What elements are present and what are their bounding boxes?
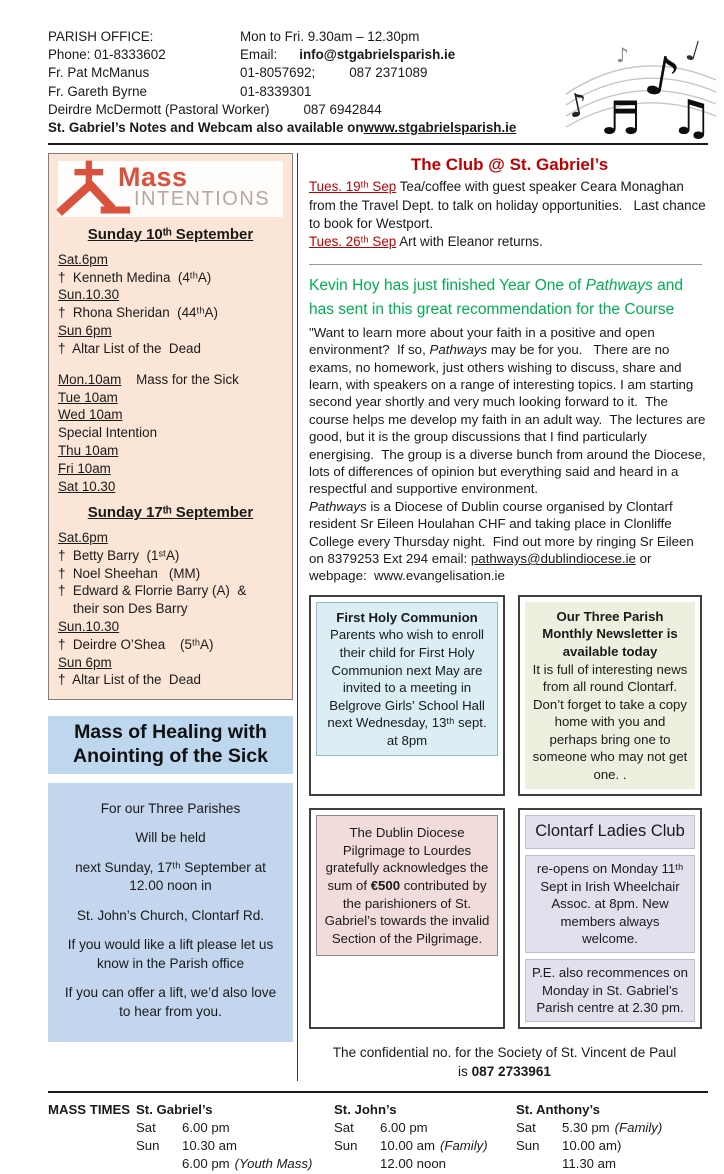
- email-label: Email:: [240, 47, 278, 63]
- club-date: Tues. 26ᵗʰ Sep: [309, 234, 397, 250]
- intention-line: Sat.6pm: [58, 251, 108, 267]
- intention-line: Fri 10am: [58, 460, 111, 476]
- parish-office-label: PARISH OFFICE:: [48, 29, 154, 44]
- mass-time-row: Sat 6.00 pm: [136, 1119, 230, 1135]
- music-note-icon: ♪: [563, 84, 592, 126]
- ladies-club-title: Clontarf Ladies Club: [525, 815, 695, 849]
- section-heading-sunday-10-september: Sunday 10ᵗʰ September: [87, 226, 254, 244]
- healing-mass-title: Mass of Healing with Anointing of the Sick: [48, 716, 293, 774]
- evangelisation-url: or webpage: www.evangelisation.ie: [309, 551, 656, 584]
- mass-time-row: Sat 6.00 pm: [334, 1119, 428, 1135]
- pastoral-row: [48, 101, 560, 119]
- music-note-icon: ♪: [616, 43, 629, 67]
- mass-time-row: Sat 5.30 pm (Family): [516, 1119, 663, 1135]
- first-holy-communion-box: [309, 595, 505, 796]
- priest2-name: Fr. Gareth Byrne: [48, 83, 147, 99]
- phone-email-row: [48, 46, 560, 64]
- pastoral-phone: 087 6942844: [303, 101, 382, 117]
- mass-time-row: Sun 10.30 am: [136, 1138, 237, 1154]
- church-column-st-gabriels: [136, 1101, 334, 1174]
- healing-paragraph: Will be held: [135, 830, 206, 846]
- church-name: St. Gabriel’s: [136, 1101, 213, 1117]
- pilgrimage-box: The Dublin Diocese Pilgrimage to Lourdes gratefully acknowledges the sum of €500 contributed by the parishioners of St. Gabriel’s towards the invalid Section of the Pilgrimage.: [309, 808, 505, 1028]
- healing-paragraph: next Sunday, 17ᵗʰ September at 12.00 noon in: [75, 859, 266, 894]
- priest1-phone: 01-8057692;: [240, 65, 316, 81]
- mass-intentions-box: [48, 153, 293, 700]
- svp-phone-number: 087 2733961: [471, 1063, 551, 1079]
- notice-boxes-grid: [309, 595, 702, 1029]
- ladies-club-paragraph-1: re-opens on Monday 11ᵗʰ Sept in Irish Wheelchair Assoc. at 8pm. New members always welcome.: [525, 855, 695, 953]
- intention-line: Wed 10am: [58, 407, 123, 423]
- intention-line: Sat 10.30: [58, 478, 116, 494]
- left-column: [48, 153, 293, 1080]
- intention-line: Thu 10am: [58, 442, 119, 458]
- mass-time-row: Sun 10.00 am (Family): [334, 1138, 488, 1154]
- mass-time-row: 11.30 am: [562, 1156, 617, 1172]
- logo-word-mass: Mass: [118, 162, 188, 193]
- music-staff-icon: [563, 18, 716, 146]
- parish-office-row: [48, 28, 560, 46]
- logo-word-intentions: INTENTIONS: [134, 188, 271, 211]
- webcam-note-row: [48, 119, 560, 137]
- intention-line: † Altar List of the Dead: [58, 672, 201, 688]
- healing-paragraph: St. John’s Church, Clontarf Rd.: [76, 907, 265, 923]
- newsletter-body: It is full of interesting news from all round Clontarf. Don’t forget to take a copy home with you and perhaps bring one to someone who may not get one. .: [532, 661, 688, 782]
- intention-line: † Betty Barry (1ˢᵗA): [58, 547, 180, 563]
- ladies-club-paragraph-2: P.E. also recommences on Monday in St. Gabriel’s Parish centre at 2.30 pm.: [525, 959, 695, 1022]
- priest1-row: [48, 64, 560, 82]
- intention-line: Sun 6pm: [58, 323, 112, 339]
- pilgrimage-text: The Dublin Diocese Pilgrimage to Lourdes gratefully acknowledges the sum of: [325, 825, 489, 893]
- priest2-row: [48, 83, 560, 101]
- music-notes-decoration: [563, 18, 716, 146]
- priest1-mobile: 087 2371089: [349, 65, 428, 81]
- svp-confidential-note: The confidential no. for the Society of St. Vincent de Paul is 087 2733961: [332, 1044, 677, 1079]
- church-name: St. Anthony’s: [516, 1101, 601, 1117]
- music-note-icon: ♪: [639, 42, 685, 111]
- website-link[interactable]: www.stgabrielsparish.ie: [363, 120, 517, 136]
- intention-line: † Altar List of the Dead: [58, 340, 201, 356]
- first-holy-communion-title: First Holy Communion: [336, 609, 478, 625]
- mass-time-row: Sun 10.00 am): [516, 1138, 622, 1154]
- intention-line: † Noel Sheehan (MM): [58, 565, 201, 581]
- intention-line: Tue 10am: [58, 389, 118, 405]
- intention-line: † Rhona Sheridan (44ᵗʰA): [58, 305, 218, 321]
- pathways-body-paragraph-1: "Want to learn more about your faith in a positive and open environment? If so, Pathways may be for you. There are no exams, no homework, just others wishing to discuss, share and learn, with speakers on a range of interesting topics. I am starting second year shortly and very much looking forward to it. The course helps me develop my faith in an adult way. The lectures are good, but it is the group discussions that I find particularly energising. The group is a diverse bunch from around the Diocese, lots of differences of opinion but everything said and heard in a respectful and supportive environment.: [309, 324, 710, 497]
- email-link[interactable]: info@stgabrielsparish.ie: [299, 47, 456, 63]
- priest2-phone: 01-8339301: [240, 83, 312, 99]
- healing-paragraph: If you can offer a lift, we’d also love to hear from you.: [64, 985, 277, 1019]
- priest1-name: Fr. Pat McManus: [48, 65, 150, 81]
- healing-paragraph: If you would like a lift please let us know in the Parish office: [67, 937, 274, 971]
- intention-line: Sun.10.30: [58, 619, 120, 634]
- healing-mass-body: [48, 783, 293, 1042]
- club-item-1: Tues. 19ᵗʰ Sep Tea/coffee with guest speaker Ceara Monaghan from the Travel Dept. to talk on holiday opportunities. Last chance to book for Westport.: [309, 179, 710, 231]
- right-column: [297, 153, 710, 1080]
- office-hours: Mon to Fri. 9.30am – 12.30pm: [240, 29, 420, 44]
- mass-times-label: MASS TIMES: [48, 1101, 131, 1117]
- club-item-2: Tues. 26ᵗʰ Sep Art with Eleanor returns.: [309, 234, 543, 250]
- club-date: Tues. 19ᵗʰ Sep: [309, 179, 397, 195]
- pathways-email-link[interactable]: pathways@dublindiocese.ie: [470, 551, 636, 567]
- intention-line: Sun 6pm: [58, 654, 112, 670]
- music-note-icon: ♫: [670, 90, 714, 146]
- intention-line: † Edward & Florrie Barry (A) &: [58, 583, 247, 599]
- first-holy-communion-body: Parents who wish to enroll their child for First Holy Communion next May are invited to a meeting in Belgrove Girls’ School Hall next Wednesday, 13ᵗʰ sept. at 8pm: [327, 627, 487, 748]
- pathways-heading: Kevin Hoy has just finished Year One of Pathways and has sent in this great recommendation for the Course: [309, 277, 683, 318]
- intention-line: Sat.6pm: [58, 529, 108, 545]
- newsletter-box: [518, 595, 702, 796]
- ladies-club-box: [518, 808, 702, 1028]
- intention-line: Special Intention: [58, 425, 158, 441]
- music-note-icon: ♩: [682, 33, 704, 69]
- section-heading-sunday-17-september: Sunday 17ᵗʰ September: [87, 504, 254, 522]
- church-column-st-anthonys: [516, 1101, 710, 1174]
- pathways-body-paragraph-2: Pathways is a Diocese of Dublin course organised by Clontarf resident Sr Eileen Houlahan CHF and taking place in Clonliffe College every Thursday night. Find out more by ringing Sr Eileen on 8379253 Ext 294 email: pathways@dublindiocese.ie or webpage: www.evangelisation.ie: [309, 498, 698, 584]
- intention-line: Mon.10am Mass for the Sick: [58, 371, 239, 387]
- church-name: St. John’s: [334, 1101, 397, 1117]
- intention-line: † Kenneth Medina (4ᵗʰA): [58, 269, 212, 285]
- mass-intentions-logo: [58, 161, 283, 217]
- club-heading: The Club @ St. Gabriel’s: [410, 155, 609, 175]
- footer-divider: [48, 1091, 708, 1093]
- intention-line: † Deirdre O’Shea (5ᵗʰA): [58, 636, 214, 652]
- mass-times-section: [48, 1101, 710, 1174]
- parish-phone: Phone: 01-8333602: [48, 47, 166, 63]
- pilgrimage-amount: €500: [370, 878, 401, 893]
- mass-time-row: 6.00 pm (Youth Mass): [182, 1156, 313, 1172]
- healing-paragraph: For our Three Parishes: [100, 800, 241, 816]
- church-column-st-johns: [334, 1101, 516, 1174]
- header: [48, 28, 714, 146]
- mass-time-row: 12.00 noon: [380, 1156, 447, 1172]
- intention-line: their son Des Barry: [73, 601, 188, 617]
- webcam-note-text: St. Gabriel’s Notes and Webcam also available on: [48, 120, 364, 136]
- newsletter-title: Our Three Parish Monthly Newsletter is available today: [542, 608, 678, 659]
- intention-line: Sun.10.30: [58, 287, 120, 303]
- music-note-icon: ♬: [600, 91, 642, 145]
- club-pathways-divider: [309, 264, 702, 265]
- pastoral-name: Deirdre McDermott (Pastoral Worker): [48, 101, 270, 117]
